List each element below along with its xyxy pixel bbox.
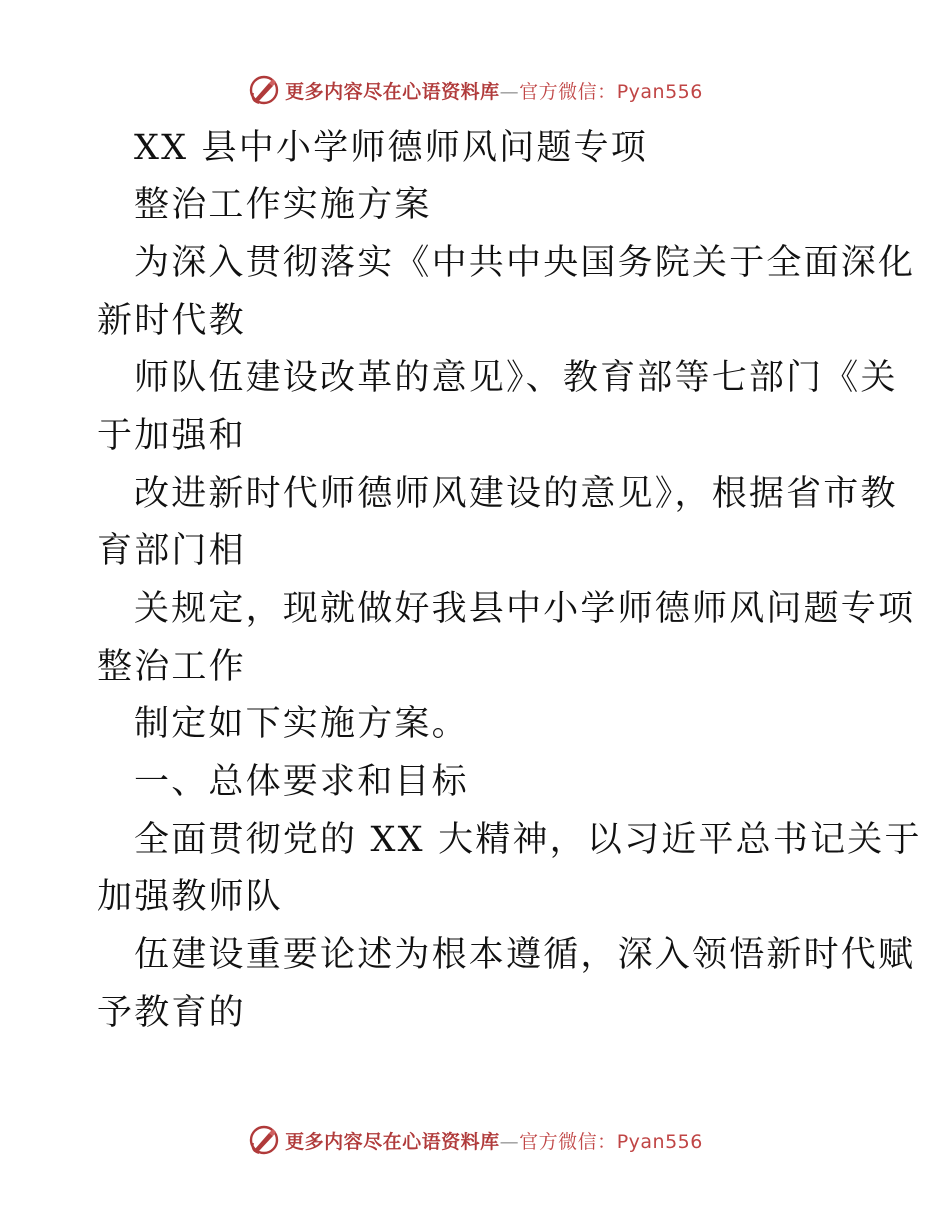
watermark-wechat-id: Pyan556 [616,1130,703,1153]
paragraph-line: 加强教师队 [97,877,284,917]
paragraph-line: 伍建设重要论述为根本遵循，深入领悟新时代赋 [134,935,916,975]
paragraph-line: 关规定，现就做好我县中小学师德师风问题专项 [134,589,916,629]
paragraph-line: 予教育的 [97,993,246,1033]
paragraph-line: 育部门相 [97,531,246,571]
watermark-dash: — [499,1130,520,1153]
document-title-line-1: XX 县中小学师德师风问题专项 [134,128,648,168]
paragraph-line: 整治工作 [97,647,246,687]
watermark-title: 更多内容尽在心语资料库 [285,1130,500,1153]
paragraph-line: 新时代教 [97,301,246,341]
watermark-wechat-label: 官方微信： [519,80,617,103]
watermark-wechat-id: Pyan556 [616,80,703,103]
pen-logo-icon [247,1123,281,1157]
footer-watermark [0,1120,950,1160]
document-title-line-2: 整治工作实施方案 [134,185,432,225]
watermark-dash: — [499,80,520,103]
header-watermark [0,70,950,110]
watermark-title: 更多内容尽在心语资料库 [285,80,500,103]
paragraph-line: 师队伍建设改革的意见》、教育部等七部门《关 [134,358,898,398]
watermark-text [285,77,703,104]
paragraph-line: 制定如下实施方案。 [134,704,469,744]
watermark-wechat-label: 官方微信： [519,1130,617,1153]
section-heading: 一、总体要求和目标 [134,762,469,802]
pen-logo-icon [247,73,281,107]
paragraph-line: 改进新时代师德师风建设的意见》，根据省市教 [134,474,898,514]
paragraph-line: 为深入贯彻落实《中共中央国务院关于全面深化 [134,243,916,283]
paragraph-line: 全面贯彻党的 XX 大精神，以习近平总书记关于 [134,820,922,860]
watermark-text [285,1127,703,1154]
paragraph-line: 于加强和 [97,416,246,456]
